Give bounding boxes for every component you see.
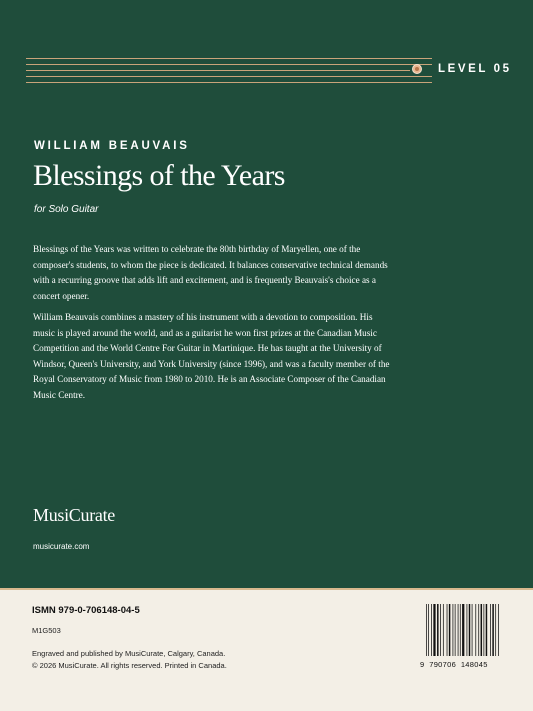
imprint-line-copyright: © 2026 MusiCurate. All rights reserved. Printed in Canada. bbox=[32, 661, 227, 670]
publisher-logo: MusiCurate bbox=[33, 505, 115, 525]
ismn-number: ISMN 979-0-706148-04-5 bbox=[32, 605, 140, 616]
catalog-number: M1G503 bbox=[32, 626, 61, 635]
instrumentation-subtitle: for Solo Guitar bbox=[34, 204, 99, 215]
piece-description: Blessings of the Years was written to celebrate the 80th birthday of Maryellen, one of the composer's students, to whom the piece is dedicated. It balances conservative technical demands with a recurring groove that adds lift and excitement, and is frequently Beauvais's choice as a concert opener. bbox=[33, 244, 388, 301]
composer-biography: William Beauvais combines a mastery of his instrument with a devotion to composition. His music is played around the world, and as a guitarist he won first prizes at the Canadian Music Competition and the World Centre For Guitar in Martinique. He has taught at the University of Windsor, Queen's University, and York University (since 1996), and was a faculty member of the Royal Conservatory of Music from 1980 to 2010. He is an Associate Composer of the Canadian Music Centre. bbox=[33, 312, 390, 400]
composer-name: WILLIAM BEAUVAIS bbox=[34, 140, 190, 152]
gold-divider bbox=[0, 588, 533, 590]
staff-lines-graphic bbox=[26, 58, 432, 84]
level-label: LEVEL 05 bbox=[438, 63, 512, 75]
barcode-digits: 9 790706 148045 bbox=[420, 660, 488, 669]
publisher-website[interactable]: musicurate.com bbox=[33, 542, 90, 551]
barcode bbox=[426, 604, 502, 656]
imprint-notice bbox=[32, 648, 227, 672]
level-marker-dot bbox=[412, 64, 422, 74]
piece-title: Blessings of the Years bbox=[33, 159, 285, 192]
imprint-line-publisher: Engraved and published by MusiCurate, Calgary, Canada. bbox=[32, 649, 226, 658]
